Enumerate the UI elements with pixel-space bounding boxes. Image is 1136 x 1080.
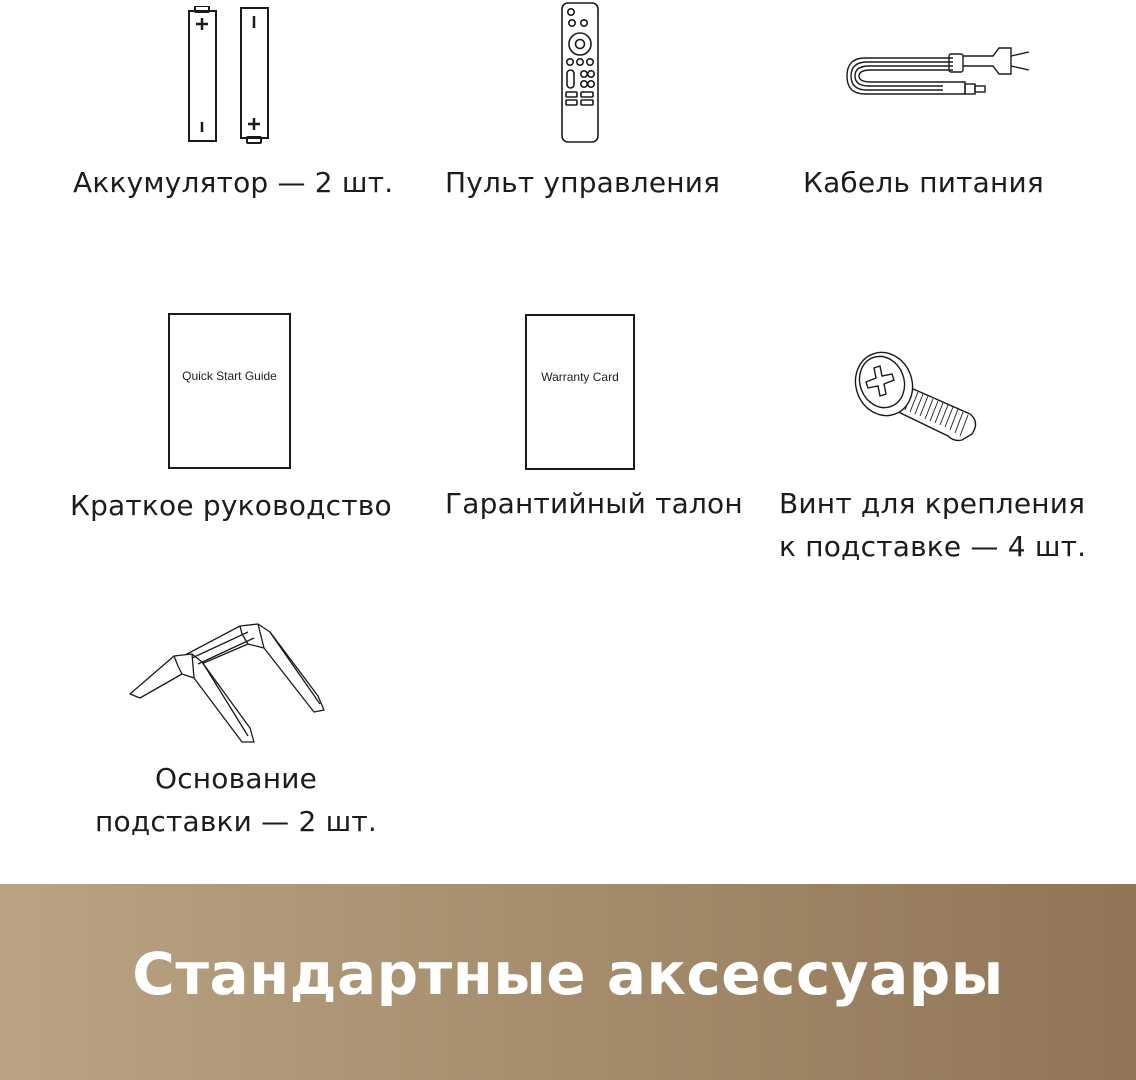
quick-start-guide-icon [168, 313, 291, 469]
caption-line: Кабель питания [803, 166, 1044, 199]
batteries-icon [183, 6, 273, 146]
caption-power-cable [803, 161, 1044, 204]
caption-line: Основание [154, 762, 318, 795]
power-cable-icon [843, 44, 1033, 114]
guide-cover-label: Quick Start Guide [182, 369, 277, 383]
caption-screw [779, 482, 1086, 568]
caption-line: Краткое руководство [70, 489, 392, 522]
screw-icon [850, 344, 982, 444]
caption-remote [445, 161, 720, 204]
caption-line: Винт для крепления [779, 487, 1086, 520]
remote-control-icon [560, 2, 600, 144]
footer-banner [0, 884, 1136, 1080]
stand-legs-icon [128, 618, 333, 744]
caption-warranty-card [445, 482, 743, 525]
banner-title: Стандартные аксессуары [132, 940, 1004, 1008]
warranty-card-icon [525, 314, 635, 470]
caption-stand-legs [95, 757, 377, 843]
caption-line: Аккумулятор — 2 шт. [73, 166, 394, 199]
caption-line: Гарантийный талон [445, 487, 743, 520]
caption-quick-start-guide [70, 484, 392, 527]
caption-line: к подставке — 4 шт. [779, 530, 1087, 563]
caption-line: подставки — 2 шт. [95, 805, 378, 838]
warranty-cover-label: Warranty Card [541, 370, 619, 384]
caption-line: Пульт управления [445, 166, 721, 199]
caption-batteries [73, 161, 393, 204]
